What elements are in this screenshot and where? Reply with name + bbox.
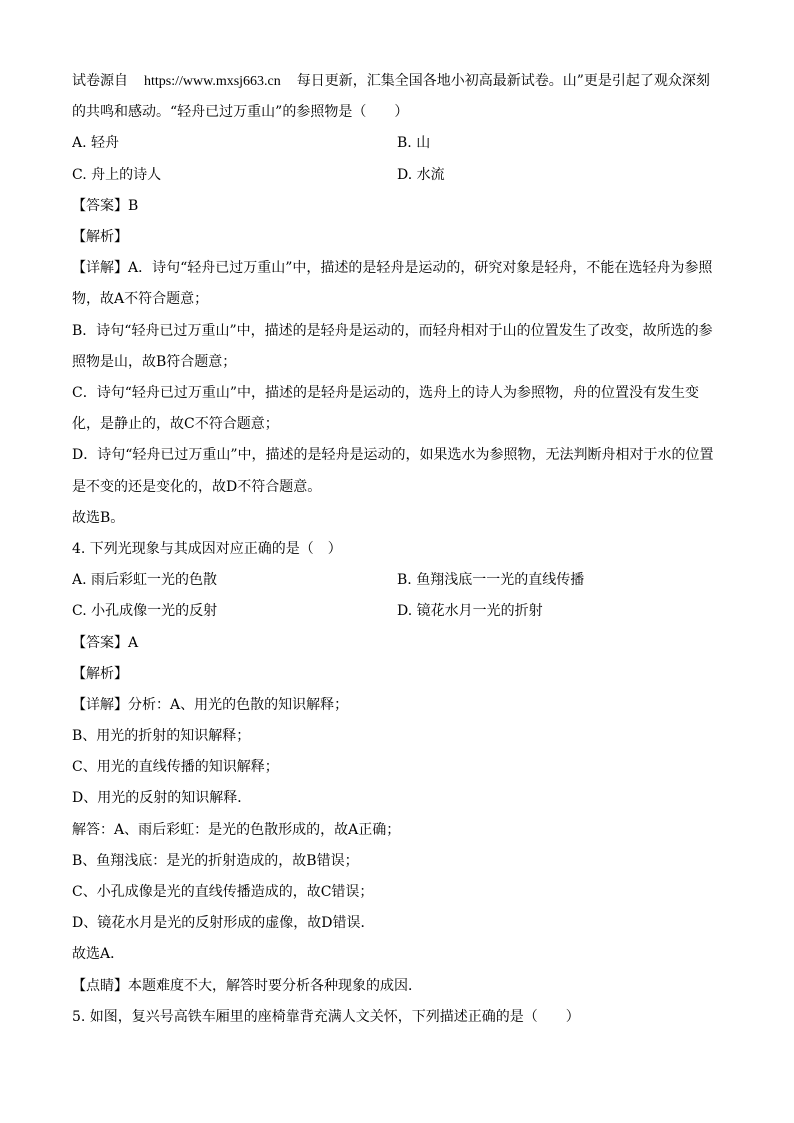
q4-detail-line: C、用光的直线传播的知识解释； — [72, 759, 279, 776]
q4-detail-line: D、镜花水月是光的反射形成的虚像，故D错误． — [72, 915, 375, 932]
q4-options-row-2 — [72, 596, 722, 627]
q4-detail-line: B、鱼翔浅底：是光的折射造成的，故B错误； — [72, 852, 359, 869]
q3-option-d: D. 水流 — [397, 166, 445, 183]
q4-option-d: D. 镜花水月一光的折射 — [397, 603, 543, 620]
q3-detail-b: B．诗句“轻舟已过万重山”中，描述的是轻舟是运动的，而轻舟相对于山的位置发生了改变，故所选的参照物是山，故B符合题意； — [72, 322, 713, 370]
q4-option-a: A. 雨后彩虹一光的色散 — [72, 572, 218, 589]
q3-option-b: B. 山 — [397, 135, 431, 152]
q4-detail-line: 解答：A、雨后彩虹：是光的色散形成的，故A正确； — [72, 821, 401, 838]
q4-conclusion: 故选A． — [72, 946, 125, 963]
q3-option-c: C. 舟上的诗人 — [72, 166, 162, 183]
header-line — [72, 66, 722, 97]
q4-comment: 【点睛】本题难度不大，解答时要分析各种现象的成因． — [72, 977, 422, 994]
q3-answer: 【答案】B — [72, 197, 139, 214]
q4-stem: 4. 下列光现象与其成因对应正确的是（ ） — [72, 540, 342, 557]
q3-detail-c: C．诗句“轻舟已过万重山”中，描述的是轻舟是运动的，选舟上的诗人为参照物，舟的位置没有发生变化，是静止的，故C不符合题意； — [72, 384, 700, 433]
q4-option-c: C. 小孔成像一光的反射 — [72, 603, 218, 620]
q3-options-row-2 — [72, 160, 722, 191]
q4-detail-line: 【详解】分析：A、用光的色散的知识解释； — [72, 696, 349, 713]
q3-conclusion: 故选B。 — [72, 509, 125, 526]
source-tagline: 每日更新，汇集全国各地小初高最新试卷。 — [296, 73, 563, 89]
q4-detail-line: C、小孔成像是光的直线传播造成的，故C错误； — [72, 884, 374, 900]
q3-stem-line2: 的共鸣和感动。“轻舟已过万重山”的参照物是（ ） — [72, 104, 409, 121]
q4-answer: 【答案】A — [72, 634, 139, 651]
source-url[interactable]: https://www.mxsj663.cn — [144, 74, 281, 89]
q5-stem: 5. 如图，复兴号高铁车厢里的座椅靠背充满人文关怀，下列描述正确的是（ ） — [72, 1008, 580, 1025]
q4-options-row-1 — [72, 565, 722, 596]
q3-detail-d: D．诗句“轻舟已过万重山”中，描述的是轻舟是运动的，如果选水为参照物，无法判断舟相对于水的位置是不变的还是变化的，故D不符合题意。 — [72, 447, 714, 495]
q4-option-b: B. 鱼翔浅底一一光的直线传播 — [397, 572, 585, 589]
source-label: 试卷源自 — [72, 73, 128, 89]
q4-detail-line: D、用光的反射的知识解释． — [72, 790, 252, 807]
q3-options-row-1 — [72, 128, 722, 159]
q3-stem-line1-tail: 山”更是引起了观众深刻 — [562, 73, 710, 89]
q3-detail-a: 【详解】A．诗句“轻舟已过万重山”中，描述的是轻舟是运动的，研究对象是轻舟，不能在选轻舟为参照物，故A不符合题意； — [72, 260, 713, 308]
q4-analysis-label: 【解析】 — [72, 665, 128, 682]
q4-detail-line: B、用光的折射的知识解释； — [72, 728, 251, 745]
q3-option-a: A. 轻舟 — [72, 135, 120, 152]
q3-analysis-label: 【解析】 — [72, 228, 128, 245]
